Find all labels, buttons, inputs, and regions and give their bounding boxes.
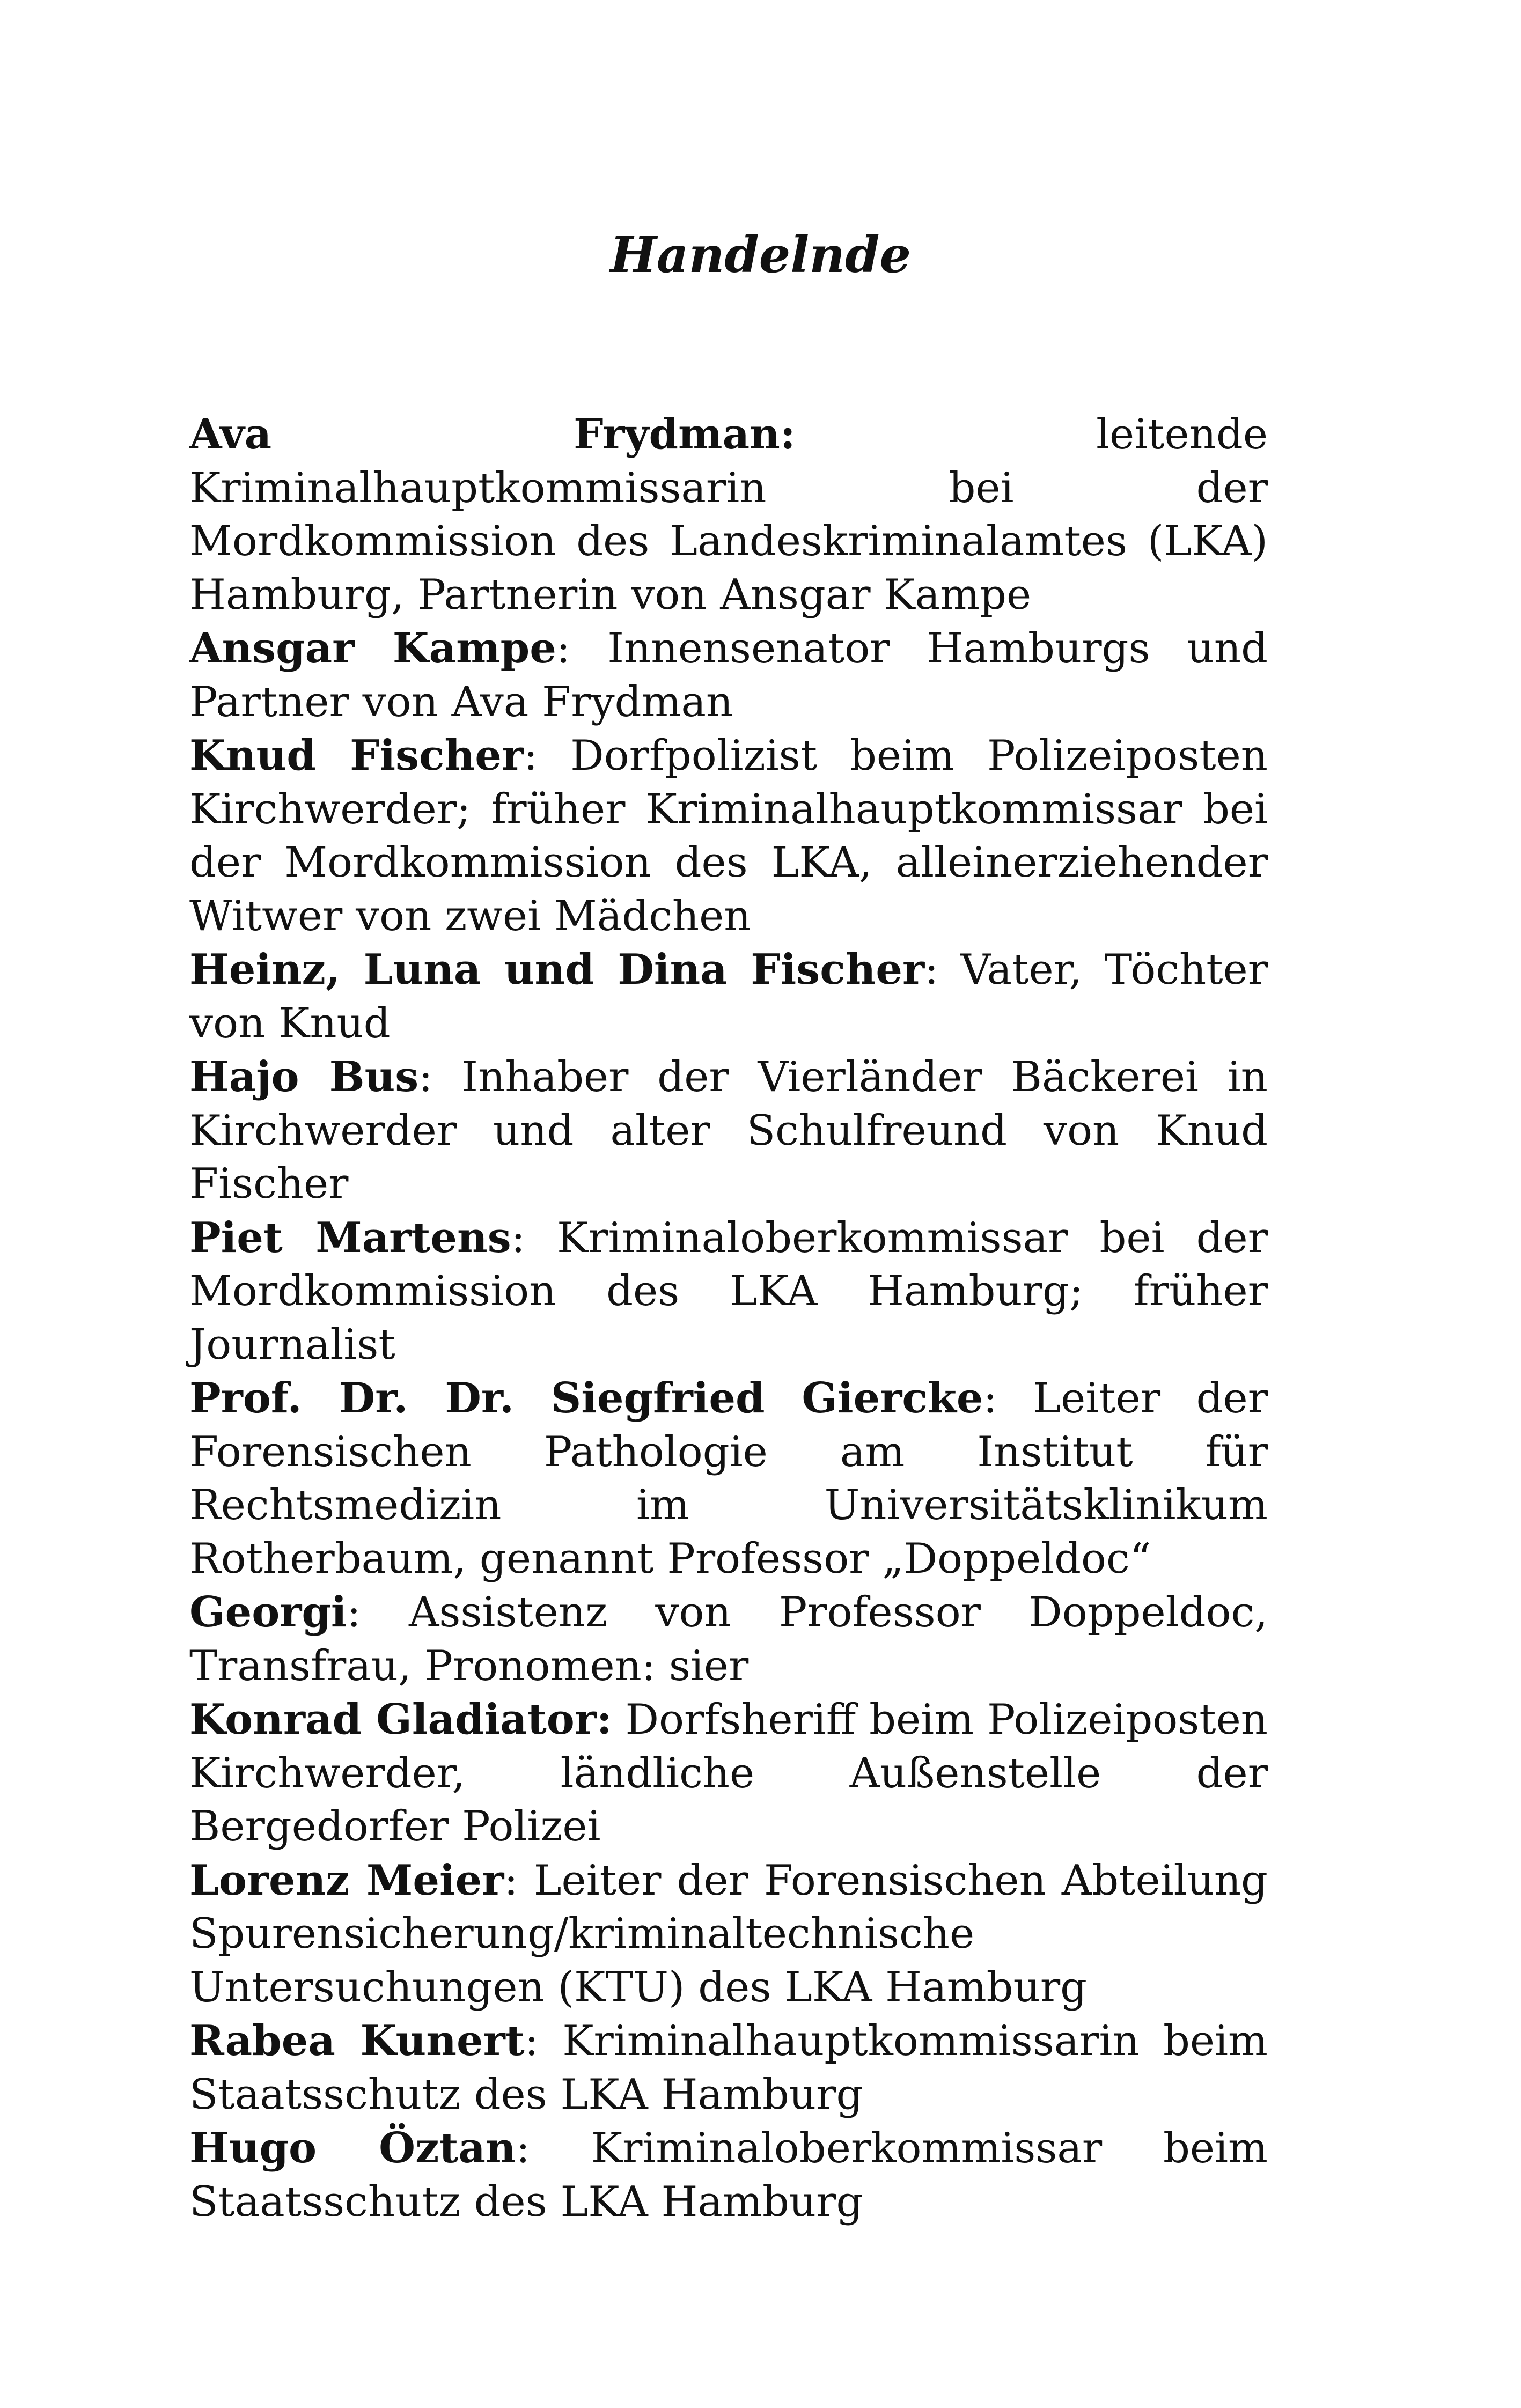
character-name: Ansgar Kampe <box>189 624 556 673</box>
character-name: Piet Martens <box>189 1213 511 1262</box>
character-entry-ansgar-kampe <box>189 622 1268 729</box>
page-title: Handelnde <box>610 226 911 284</box>
character-name: Ava Frydman: <box>189 410 796 459</box>
character-description: : Innensenator Hamburgs und Partner von Ava Frydman <box>189 624 1268 726</box>
character-entry-hugo-oeztan <box>189 2122 1268 2229</box>
character-description: : Leiter der Forensischen Abteilung Spurensicherung/kriminaltechnische Untersuchungen (KTU) des LKA Hamburg <box>189 1856 1268 2012</box>
character-entry-ava-frydman <box>189 408 1268 622</box>
character-entry-knud-fischer <box>189 729 1268 943</box>
character-name: Heinz, Luna und Dina Fischer <box>189 945 925 994</box>
character-entry-siegfried-giercke <box>189 1372 1268 1586</box>
character-description: : Leiter der Forensischen Pathologie am Institut für Rechtsmedizin im Universitätsklinikum Rotherbaum, genannt Professor „Doppeldoc“ <box>189 1374 1268 1583</box>
character-entry-konrad-gladiator <box>189 1693 1268 1854</box>
character-entry-fischer-family <box>189 943 1268 1050</box>
character-description: leitende Kriminalhauptkommissarin bei der Mordkommission des Landeskriminalamtes (LKA) Hamburg, Partnerin von Ansgar Kampe <box>189 410 1268 619</box>
character-name: Prof. Dr. Dr. Siegfried Giercke <box>189 1374 983 1423</box>
character-name: Hajo Bus <box>189 1052 419 1101</box>
character-description: : Kriminaloberkommissar beim Staatsschutz des LKA Hamburg <box>189 2124 1268 2226</box>
character-name: Rabea Kunert <box>189 2016 525 2065</box>
character-description: Dorfsheriff beim Polizeiposten Kirchwerder, ländliche Außenstelle der Bergedorfer Polizei <box>189 1696 1268 1851</box>
character-name: Georgi <box>189 1588 347 1637</box>
character-name: Knud Fischer <box>189 731 524 780</box>
character-description: : Kriminalhauptkommissarin beim Staatsschutz des LKA Hamburg <box>189 2017 1268 2119</box>
character-name: Hugo Öztan <box>189 2124 516 2173</box>
character-entry-hajo-bus <box>189 1050 1268 1211</box>
character-list <box>189 408 1268 2229</box>
character-name: Konrad Gladiator: <box>189 1695 612 1744</box>
character-description: : Kriminaloberkommissar bei der Mordkommission des LKA Hamburg; früher Journalist <box>189 1213 1268 1369</box>
character-description: : Dorfpolizist beim Polizeiposten Kirchwerder; früher Kriminalhauptkommissar bei der Mordkommission des LKA, alleinerziehender Witwer von zwei Mädchen <box>189 732 1268 940</box>
character-entry-georgi <box>189 1586 1268 1693</box>
character-entry-rabea-kunert <box>189 2014 1268 2122</box>
character-entry-piet-martens <box>189 1211 1268 1372</box>
character-entry-lorenz-meier <box>189 1854 1268 2015</box>
character-description: : Inhaber der Vierländer Bäckerei in Kirchwerder und alter Schulfreund von Knud Fischer <box>189 1053 1268 1208</box>
character-description: : Assistenz von Professor Doppeldoc, Transfrau, Pronomen: sier <box>189 1588 1268 1690</box>
character-name: Lorenz Meier <box>189 1855 504 1905</box>
character-description: : Vater, Töchter von Knud <box>189 946 1268 1048</box>
